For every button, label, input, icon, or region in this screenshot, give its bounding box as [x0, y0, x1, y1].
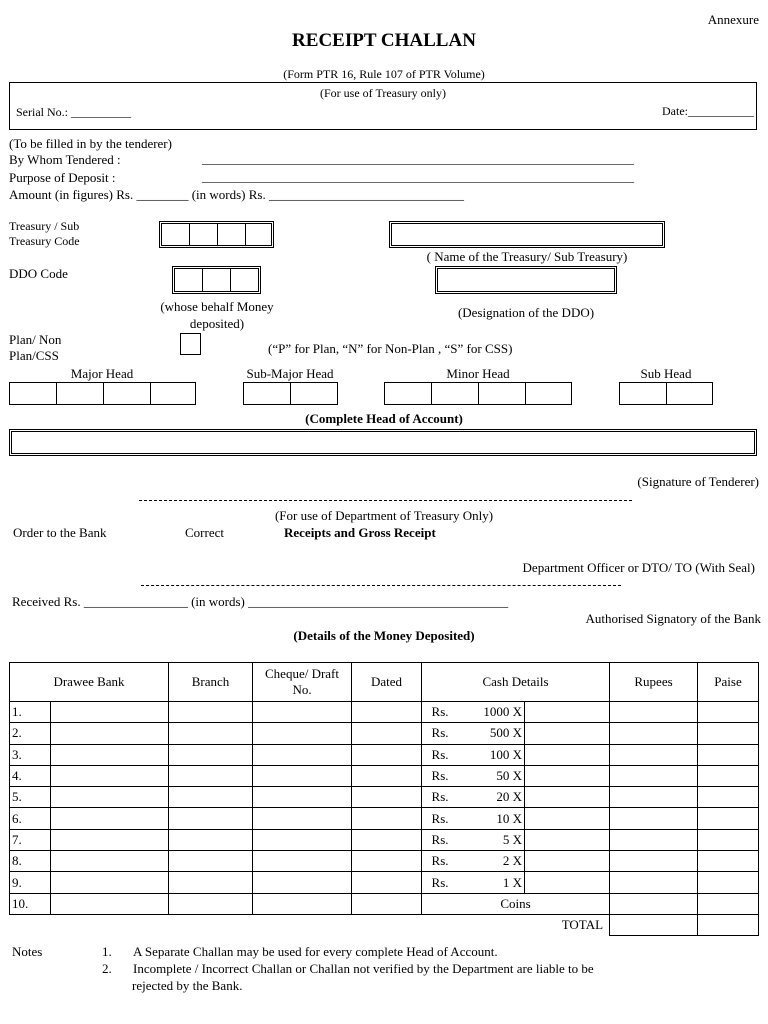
- rs-label: Rs.: [422, 765, 451, 786]
- rupees-cell[interactable]: [610, 893, 698, 914]
- amount-field[interactable]: Amount (in figures) Rs. ________ (in words) Rs. ______________________________: [9, 187, 464, 202]
- sub-head-label: Sub Head: [640, 366, 692, 381]
- cheque-no-cell[interactable]: [253, 872, 352, 893]
- header-dated: Dated: [352, 663, 422, 702]
- sub-major-head-boxes[interactable]: [243, 382, 338, 405]
- rupees-cell[interactable]: [610, 765, 698, 786]
- drawee-bank-cell[interactable]: [51, 765, 169, 786]
- denomination-amount-cell[interactable]: [525, 765, 610, 786]
- paise-cell[interactable]: [698, 702, 759, 723]
- denomination-amount-cell[interactable]: [525, 723, 610, 744]
- ddo-designation-caption: (Designation of the DDO): [457, 305, 595, 320]
- paise-cell[interactable]: [698, 808, 759, 829]
- dated-cell[interactable]: [352, 851, 422, 872]
- divider-line-1: [139, 500, 632, 501]
- ddo-designation-box[interactable]: [435, 266, 617, 294]
- paise-cell[interactable]: [698, 765, 759, 786]
- serial-no-field[interactable]: Serial No.: __________: [16, 105, 131, 119]
- cheque-no-cell[interactable]: [253, 787, 352, 808]
- branch-cell[interactable]: [169, 808, 253, 829]
- sub-major-head-label: Sub-Major Head: [246, 366, 334, 381]
- row-number: 1.: [10, 702, 51, 723]
- paise-cell[interactable]: [698, 872, 759, 893]
- treasury-use-note: (For use of Treasury only): [320, 86, 446, 100]
- total-paise-cell[interactable]: [698, 914, 759, 935]
- drawee-bank-cell[interactable]: [51, 829, 169, 850]
- denomination-label: 100 X: [451, 744, 525, 765]
- row-number: 8.: [10, 851, 51, 872]
- cheque-no-cell[interactable]: [253, 851, 352, 872]
- branch-cell[interactable]: [169, 851, 253, 872]
- cheque-no-cell[interactable]: [253, 893, 352, 914]
- correct-label: Correct: [185, 525, 224, 540]
- note-1-number: 1.: [102, 944, 112, 959]
- cheque-no-cell[interactable]: [253, 723, 352, 744]
- notes-label: Notes: [12, 944, 43, 959]
- drawee-bank-cell[interactable]: [51, 893, 169, 914]
- complete-head-title: (Complete Head of Account): [305, 411, 463, 426]
- deposit-table: [9, 662, 759, 936]
- rupees-cell[interactable]: [610, 787, 698, 808]
- ddo-behalf-line1: (whose behalf Money: [160, 299, 274, 314]
- treasury-code-label-line1: Treasury / Sub: [9, 219, 80, 233]
- cheque-no-cell[interactable]: [253, 829, 352, 850]
- total-label: TOTAL: [10, 914, 610, 935]
- row-number: 3.: [10, 744, 51, 765]
- plan-code-box[interactable]: [180, 333, 201, 355]
- complete-head-box[interactable]: [9, 429, 757, 456]
- by-whom-label: By Whom Tendered :: [9, 152, 121, 167]
- cheque-no-cell[interactable]: [253, 702, 352, 723]
- table-row: [10, 723, 759, 744]
- note-2-line-1: Incomplete / Incorrect Challan or Challan not verified by the Department are liable to be: [133, 961, 594, 976]
- note-2-line-2: rejected by the Bank.: [132, 978, 243, 993]
- plan-label-line1: Plan/ Non: [9, 332, 62, 347]
- treasury-box: [9, 82, 757, 130]
- denomination-amount-cell[interactable]: [525, 702, 610, 723]
- cheque-no-cell[interactable]: [253, 765, 352, 786]
- table-row: [10, 808, 759, 829]
- treasury-code-boxes[interactable]: [159, 221, 274, 248]
- row-number: 5.: [10, 787, 51, 808]
- rupees-cell[interactable]: [610, 808, 698, 829]
- denomination-label: 10 X: [451, 808, 525, 829]
- divider-line-2: [141, 585, 621, 586]
- page-title: RECEIPT CHALLAN: [292, 30, 476, 51]
- purpose-label: Purpose of Deposit :: [9, 170, 116, 185]
- denomination-label: 5 X: [451, 829, 525, 850]
- denomination-amount-cell[interactable]: [525, 829, 610, 850]
- annexure-label: Annexure: [707, 12, 759, 27]
- denomination-label: 1 X: [451, 872, 525, 893]
- received-field[interactable]: Received Rs. ________________ (in words) ________________________________________: [12, 594, 509, 609]
- receipts-gross-label: Receipts and Gross Receipt: [284, 525, 436, 540]
- minor-head-boxes[interactable]: [384, 382, 572, 405]
- row-number: 6.: [10, 808, 51, 829]
- major-head-boxes[interactable]: [9, 382, 196, 405]
- details-title: (Details of the Money Deposited): [293, 628, 475, 643]
- plan-hint: (“P” for Plan, “N” for Non-Plan , “S” for CSS): [268, 341, 513, 356]
- drawee-bank-cell[interactable]: [51, 787, 169, 808]
- total-rupees-cell[interactable]: [610, 914, 698, 935]
- ddo-code-label: DDO Code: [9, 266, 68, 281]
- header-branch: Branch: [169, 663, 253, 702]
- header-cheque-no: Cheque/ Draft No.: [253, 663, 352, 702]
- table-row: [10, 765, 759, 786]
- authorised-signatory-label: Authorised Signatory of the Bank: [585, 611, 761, 626]
- table-row: [10, 787, 759, 808]
- dept-use-note: (For use of Department of Treasury Only): [274, 508, 494, 523]
- branch-cell[interactable]: [169, 872, 253, 893]
- rupees-cell[interactable]: [610, 829, 698, 850]
- form-reference: (Form PTR 16, Rule 107 of PTR Volume): [283, 67, 485, 81]
- total-row: [10, 914, 759, 935]
- branch-cell[interactable]: [169, 829, 253, 850]
- branch-cell[interactable]: [169, 893, 253, 914]
- rupees-cell[interactable]: [610, 723, 698, 744]
- plan-label-line2: Plan/CSS: [9, 348, 59, 363]
- date-field[interactable]: Date:___________: [662, 104, 754, 118]
- drawee-bank-cell[interactable]: [51, 702, 169, 723]
- header-rupees: Rupees: [610, 663, 698, 702]
- drawee-bank-cell[interactable]: [51, 872, 169, 893]
- dept-officer-label: Department Officer or DTO/ TO (With Seal): [522, 560, 755, 575]
- rs-label: Rs.: [422, 787, 451, 808]
- row-number: 9.: [10, 872, 51, 893]
- table-row: [10, 702, 759, 723]
- drawee-bank-cell[interactable]: [51, 808, 169, 829]
- drawee-bank-cell[interactable]: [51, 723, 169, 744]
- major-head-label: Major Head: [70, 366, 134, 381]
- purpose-field[interactable]: ________________________________________________________________________: [202, 170, 634, 184]
- ddo-behalf-line2: deposited): [189, 316, 245, 331]
- note-2-number: 2.: [102, 961, 112, 976]
- ddo-code-boxes[interactable]: [172, 266, 261, 294]
- branch-cell[interactable]: [169, 702, 253, 723]
- minor-head-label: Minor Head: [446, 366, 510, 381]
- row-number: 4.: [10, 765, 51, 786]
- dated-cell[interactable]: [352, 723, 422, 744]
- plan-label: [9, 332, 61, 364]
- row-number: 10.: [10, 893, 51, 914]
- tenderer-note: (To be filled in by the tenderer): [9, 136, 172, 151]
- dated-cell[interactable]: [352, 893, 422, 914]
- paise-cell[interactable]: [698, 723, 759, 744]
- sub-head-boxes[interactable]: [619, 382, 713, 405]
- paise-cell[interactable]: [698, 893, 759, 914]
- paise-cell[interactable]: [698, 744, 759, 765]
- table-row: [10, 829, 759, 850]
- rs-label: Rs.: [422, 723, 451, 744]
- rs-label: Rs.: [422, 744, 451, 765]
- paise-cell[interactable]: [698, 787, 759, 808]
- rs-label: Rs.: [422, 829, 451, 850]
- denomination-amount-cell[interactable]: [525, 787, 610, 808]
- dated-cell[interactable]: [352, 744, 422, 765]
- treasury-code-label: [9, 219, 80, 249]
- by-whom-field[interactable]: ________________________________________________________________________: [202, 152, 634, 166]
- branch-cell[interactable]: [169, 723, 253, 744]
- header-cash-details: Cash Details: [422, 663, 610, 702]
- drawee-bank-cell[interactable]: [51, 744, 169, 765]
- branch-cell[interactable]: [169, 765, 253, 786]
- branch-cell[interactable]: [169, 787, 253, 808]
- dated-cell[interactable]: [352, 808, 422, 829]
- dated-cell[interactable]: [352, 829, 422, 850]
- rupees-cell[interactable]: [610, 702, 698, 723]
- branch-cell[interactable]: [169, 744, 253, 765]
- dated-cell[interactable]: [352, 787, 422, 808]
- coins-label: Coins: [422, 893, 610, 914]
- denomination-label: 1000 X: [451, 702, 525, 723]
- denomination-label: 50 X: [451, 765, 525, 786]
- table-row: [10, 851, 759, 872]
- treasury-name-caption: ( Name of the Treasury/ Sub Treasury): [426, 249, 628, 264]
- order-to-bank-label: Order to the Bank: [13, 525, 107, 540]
- treasury-name-box[interactable]: [389, 221, 665, 248]
- rs-label: Rs.: [422, 808, 451, 829]
- denomination-amount-cell[interactable]: [525, 851, 610, 872]
- paise-cell[interactable]: [698, 851, 759, 872]
- paise-cell[interactable]: [698, 829, 759, 850]
- denomination-label: 500 X: [451, 723, 525, 744]
- treasury-code-label-line2: Treasury Code: [9, 234, 80, 248]
- cheque-no-cell[interactable]: [253, 744, 352, 765]
- rupees-cell[interactable]: [610, 851, 698, 872]
- tenderer-signature-label: (Signature of Tenderer): [637, 474, 759, 489]
- rs-label: Rs.: [422, 702, 451, 723]
- rupees-cell[interactable]: [610, 872, 698, 893]
- dated-cell[interactable]: [352, 765, 422, 786]
- ddo-behalf-note: [142, 298, 292, 332]
- header-paise: Paise: [698, 663, 759, 702]
- dated-cell[interactable]: [352, 702, 422, 723]
- table-row: [10, 893, 759, 914]
- header-drawee-bank: Drawee Bank: [10, 663, 169, 702]
- rupees-cell[interactable]: [610, 744, 698, 765]
- row-number: 7.: [10, 829, 51, 850]
- dated-cell[interactable]: [352, 872, 422, 893]
- row-number: 2.: [10, 723, 51, 744]
- denomination-amount-cell[interactable]: [525, 808, 610, 829]
- drawee-bank-cell[interactable]: [51, 851, 169, 872]
- table-row: [10, 744, 759, 765]
- denomination-label: 2 X: [451, 851, 525, 872]
- rs-label: Rs.: [422, 872, 451, 893]
- cheque-no-cell[interactable]: [253, 808, 352, 829]
- denomination-label: 20 X: [451, 787, 525, 808]
- table-row: [10, 872, 759, 893]
- denomination-amount-cell[interactable]: [525, 744, 610, 765]
- table-header-row: [10, 663, 759, 702]
- rs-label: Rs.: [422, 851, 451, 872]
- denomination-amount-cell[interactable]: [525, 872, 610, 893]
- note-1: A Separate Challan may be used for every complete Head of Account.: [133, 944, 498, 959]
